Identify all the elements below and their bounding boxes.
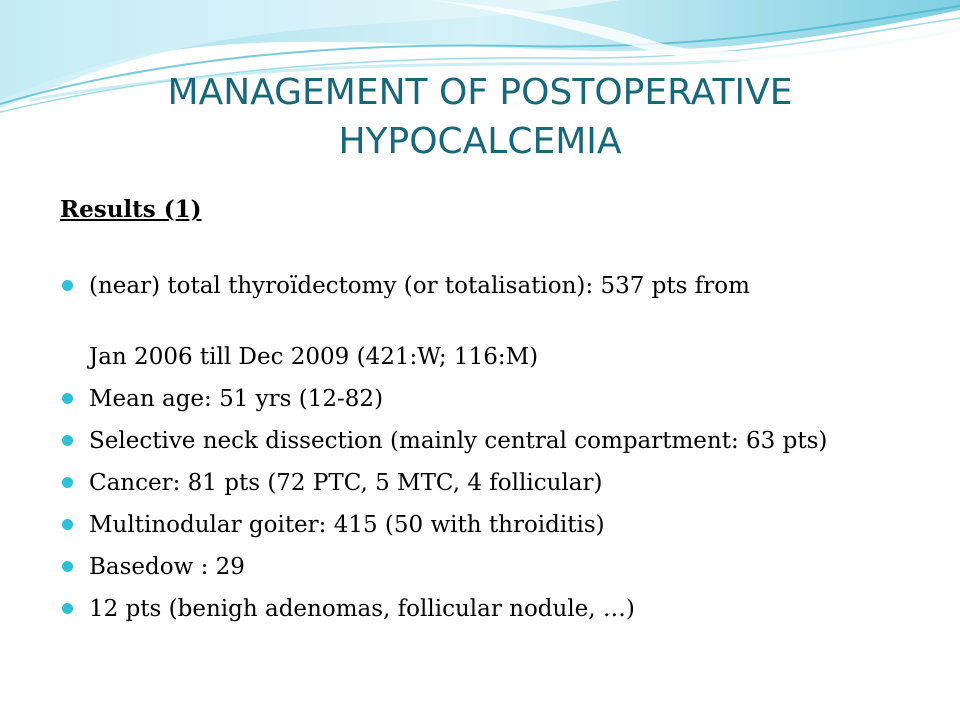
bullet-text: Basedow : 29 — [89, 554, 245, 580]
bullet-item — [60, 425, 920, 458]
bullet-text-line-1: (near) total thyroïdectomy (or totalisation): 537 pts from — [89, 273, 750, 299]
results-bullet-list — [60, 270, 920, 635]
bullet-dot-icon — [62, 603, 73, 614]
bullet-text: Selective neck dissection (mainly central compartment: 63 pts) — [89, 428, 828, 454]
bullet-item — [60, 593, 920, 626]
bullet-text-line-2: Jan 2006 till Dec 2009 (421:W; 116:M) — [89, 344, 539, 370]
bullet-item — [60, 383, 920, 416]
bullet-text: Cancer: 81 pts (72 PTC, 5 MTC, 4 follicular) — [89, 470, 603, 496]
title-line-2: HYPOCALCEMIA — [338, 121, 622, 162]
bullet-dot-icon — [62, 561, 73, 572]
bullet-item — [60, 467, 920, 500]
bullet-dot-icon — [62, 280, 73, 291]
bullet-item — [60, 509, 920, 542]
title-line-1: MANAGEMENT OF POSTOPERATIVE — [167, 72, 793, 113]
page-title — [80, 68, 880, 166]
bullet-dot-icon — [62, 519, 73, 530]
bullet-dot-icon — [62, 477, 73, 488]
section-heading: Results (1) — [60, 196, 202, 223]
bullet-text: 12 pts (benigh adenomas, follicular nodule, …) — [89, 596, 635, 622]
bullet-dot-icon — [62, 435, 73, 446]
bullet-text: Mean age: 51 yrs (12-82) — [89, 386, 384, 412]
bullet-dot-icon — [62, 393, 73, 404]
bullet-item — [60, 551, 920, 584]
bullet-item — [60, 270, 920, 374]
bullet-text: Multinodular goiter: 415 (50 with throiditis) — [89, 512, 605, 538]
